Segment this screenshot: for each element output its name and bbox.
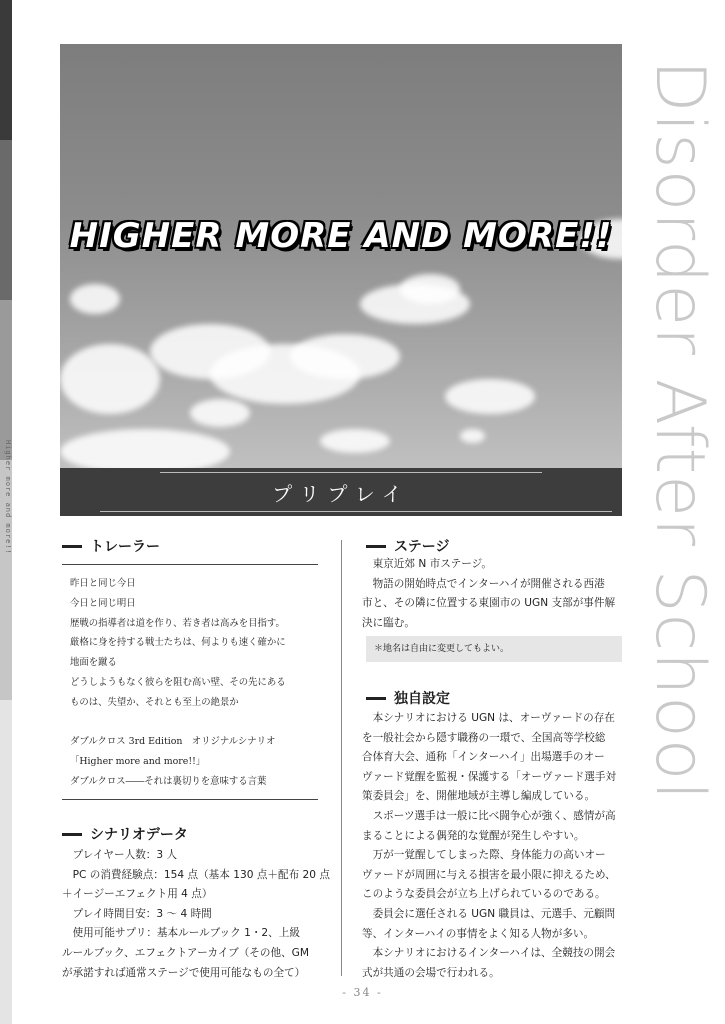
original-line: ヴァードが周囲に与える損害を最小限に抑えるため、 (362, 868, 616, 881)
trailer-heading-label: トレーラー (90, 539, 160, 555)
original-setting-heading (366, 688, 450, 708)
cloud-shape (60, 429, 230, 468)
trailer-line: 地面を蹴る (70, 657, 117, 669)
scenario-line: ルールブック、エフェクトアーカイブ（その他、GM (62, 946, 310, 959)
original-line: 万が一覚醒してしまった際、身体能力の高いオー (362, 849, 606, 862)
scenario-heading-label: シナリオデータ (90, 827, 188, 843)
banner-rule (100, 511, 612, 512)
heading-dash (366, 697, 386, 700)
trailer-line: ダブルクロス――それは裏切りを意味する言葉 (70, 775, 267, 787)
cloud-shape (320, 429, 390, 453)
heading-dash (62, 833, 82, 836)
original-line: 策委員会」を、開催地域が主導し編成している。 (362, 790, 596, 803)
heading-dash (366, 545, 386, 548)
stage-note: ＊地名は自由に変更してもよい。 (366, 636, 622, 662)
scenario-line: プレイヤー人数：3 人 (62, 849, 178, 861)
cloud-shape (460, 429, 485, 443)
scenario-heading (62, 824, 188, 844)
section-banner (60, 468, 622, 516)
cloud-shape (70, 284, 120, 314)
cloud-shape (290, 334, 400, 379)
heading-dash (62, 545, 82, 548)
hero-title: HIGHER MORE AND MORE!! (69, 216, 613, 256)
original-line: 合体育大会、通称「インターハイ」出場選手のオー (362, 751, 605, 764)
original-line: 式が共通の会場で行われる。 (362, 966, 500, 979)
stage-text (362, 555, 624, 633)
scenario-line: PC の消費経験点：154 点（基本 130 点＋配布 20 点 (62, 868, 331, 881)
trailer-top-rule (62, 564, 318, 565)
scenario-line: 使用可能サプリ：基本ルールブック 1・2、上級 (62, 927, 300, 940)
original-line: 本シナリオにおける UGN は、オーヴァードの存在 (362, 712, 615, 724)
trailer-line: 今日と同じ明日 (70, 597, 136, 609)
original-line: 等、インターハイの事情をよく知る人物が多い。 (362, 927, 595, 940)
original-line: ヴァード覚醒を監視・保護する「オーヴァード選手対 (362, 770, 617, 783)
original-line: を一般社会から隠す職務の一環で、全国高等学校総 (362, 731, 606, 744)
trailer-line: どうしようもなく彼らを阻む高い壁、その先にある (70, 676, 286, 688)
original-line: 本シナリオにおけるインターハイは、全競技の開会 (362, 947, 616, 960)
trailer-line: 昨日と同じ今日 (70, 578, 136, 589)
scenario-line: ＋イージーエフェクト用 4 点） (62, 888, 213, 901)
original-setting-text (362, 709, 624, 983)
original-line: 委員会に選任される UGN 職員は、元選手、元顧問 (362, 907, 616, 920)
hero-sky-image (60, 44, 622, 468)
cloud-shape (190, 399, 250, 427)
page-number: - 34 - (342, 986, 383, 999)
trailer-line: 「Higher more and more!!」 (70, 756, 206, 768)
stage-heading (366, 536, 449, 556)
column-divider (341, 540, 342, 976)
stage-line: 決に臨む。 (362, 616, 415, 629)
stage-line: 東京近郊 N 市ステージ。 (362, 558, 492, 570)
trailer-line: 歴戦の指導者は道を作り、若き者は高みを目指す。 (70, 617, 285, 629)
stage-heading-label: ステージ (394, 539, 450, 555)
original-line: まることによる偶発的な覚醒が発生しやすい。 (362, 829, 585, 842)
banner-rule (160, 472, 542, 473)
trailer-bottom-rule (62, 799, 318, 800)
cloud-shape (400, 274, 460, 304)
scenario-line: が承諾すれば通常ステージで使用可能なもの全て） (62, 966, 306, 979)
original-setting-heading-label: 独自設定 (394, 691, 450, 707)
cloud-shape (445, 379, 535, 414)
stage-line: 物語の開始時点でインターハイが開催される西港 (362, 577, 605, 590)
vertical-side-title: Disorder After School (640, 60, 719, 802)
trailer-line: ダブルクロス 3rd Edition オリジナルシナリオ (70, 736, 276, 748)
cloud-shape (60, 344, 160, 414)
trailer-heading (62, 536, 160, 556)
stage-line: 市と、その隣に位置する東園市の UGN 支部が事件解 (362, 597, 616, 610)
trailer-text (70, 574, 320, 792)
trailer-spacer (70, 713, 320, 733)
trailer-line: ものは、失望か、それとも至上の絶景か (70, 696, 239, 708)
edge-caption: Higher more and more!! (4, 440, 12, 555)
original-line: このような委員会が立ち上げられているのである。 (362, 888, 606, 901)
trailer-line: 厳格に身を持する戦士たちは、何よりも速く確かに (70, 637, 286, 649)
banner-label: プリプレイ (272, 482, 410, 506)
scenario-line: プレイ時間目安：3 〜 4 時間 (62, 907, 212, 920)
original-line: スポーツ選手は一般に比べ闘争心が強く、感情が高 (362, 809, 616, 822)
scenario-text (62, 846, 331, 983)
